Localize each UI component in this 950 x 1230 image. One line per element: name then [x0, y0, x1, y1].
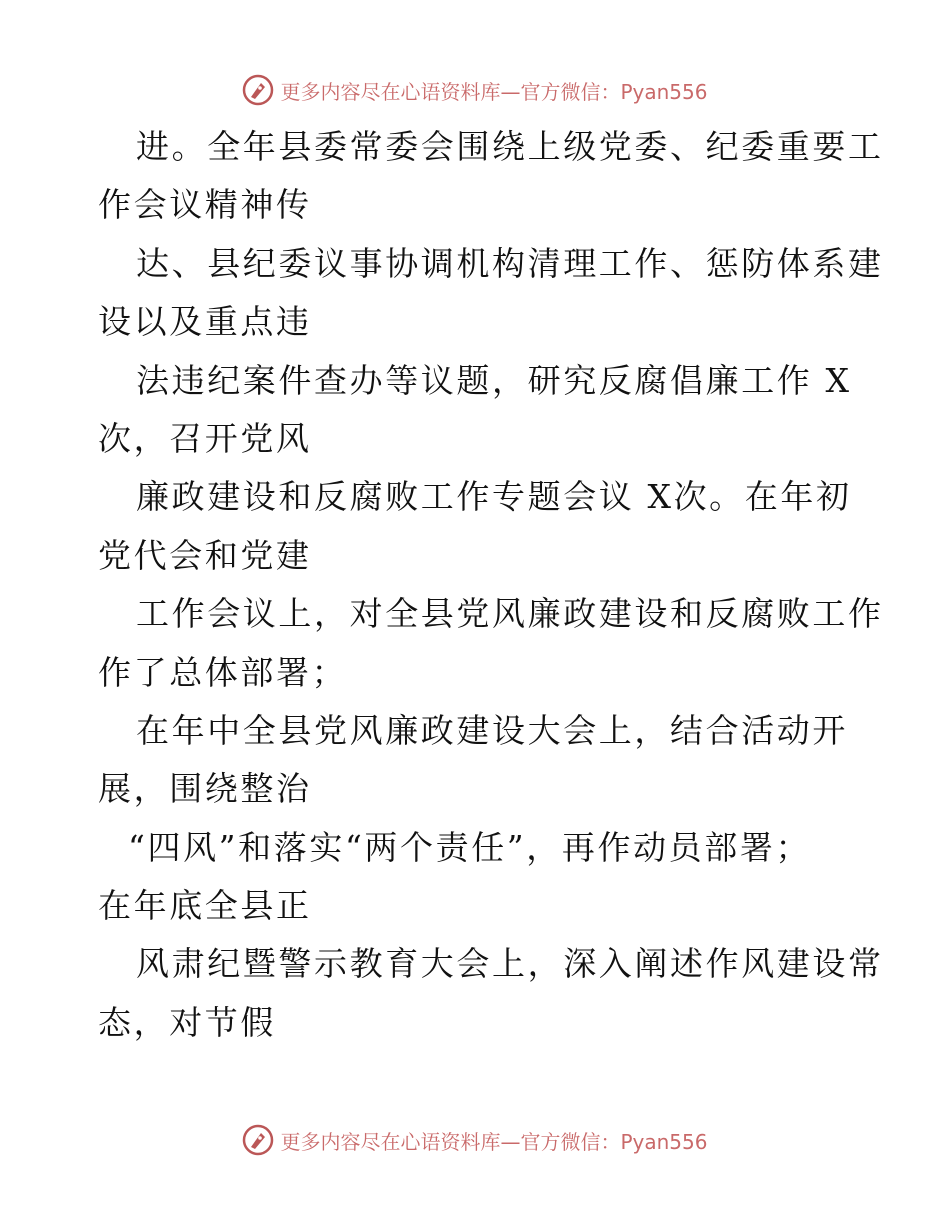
text-line: 展，围绕整治 [98, 769, 312, 809]
text-line: 进。全年县委常委会围绕上级党委、纪委重要工 [136, 127, 884, 166]
text-line: 工作会议上，对全县党风廉政建设和反腐败工作 [136, 594, 884, 634]
pen-nib-logo-icon [242, 1124, 274, 1156]
text-line: 在年底全县正 [98, 886, 312, 926]
text-line: 设以及重点违 [98, 302, 312, 342]
text-line: 党代会和党建 [98, 535, 312, 575]
watermark-text: 更多内容尽在心语资料库—官方微信：Pyan556 [280, 79, 708, 104]
text-line: 风肃纪暨警示教育大会上，深入阐述作风建设常 [136, 944, 884, 984]
footer-watermark [0, 1120, 950, 1160]
document-body [98, 118, 884, 1052]
text-line: 次，召开党风 [98, 418, 312, 458]
text-line: 在年中全县党风廉政建设大会上，结合活动开 [136, 710, 848, 750]
text-line: 达、县纪委议事协调机构清理工作、惩防体系建 [136, 243, 884, 283]
watermark-text: 更多内容尽在心语资料库—官方微信：Pyan556 [280, 1129, 708, 1154]
header-watermark [0, 70, 950, 110]
text-line: 作了总体部署； [98, 652, 348, 692]
text-line: 态，对节假 [98, 1002, 276, 1042]
text-line: “四风”和落实“两个责任”，再作动员部署； [128, 827, 812, 867]
text-line: 廉政建设和反腐败工作专题会议 X次。在年初 [136, 477, 852, 517]
pen-nib-logo-icon [242, 74, 274, 106]
text-line: 法违纪案件查办等议题，研究反腐倡廉工作 X [136, 360, 852, 400]
text-line: 作会议精神传 [98, 185, 312, 225]
